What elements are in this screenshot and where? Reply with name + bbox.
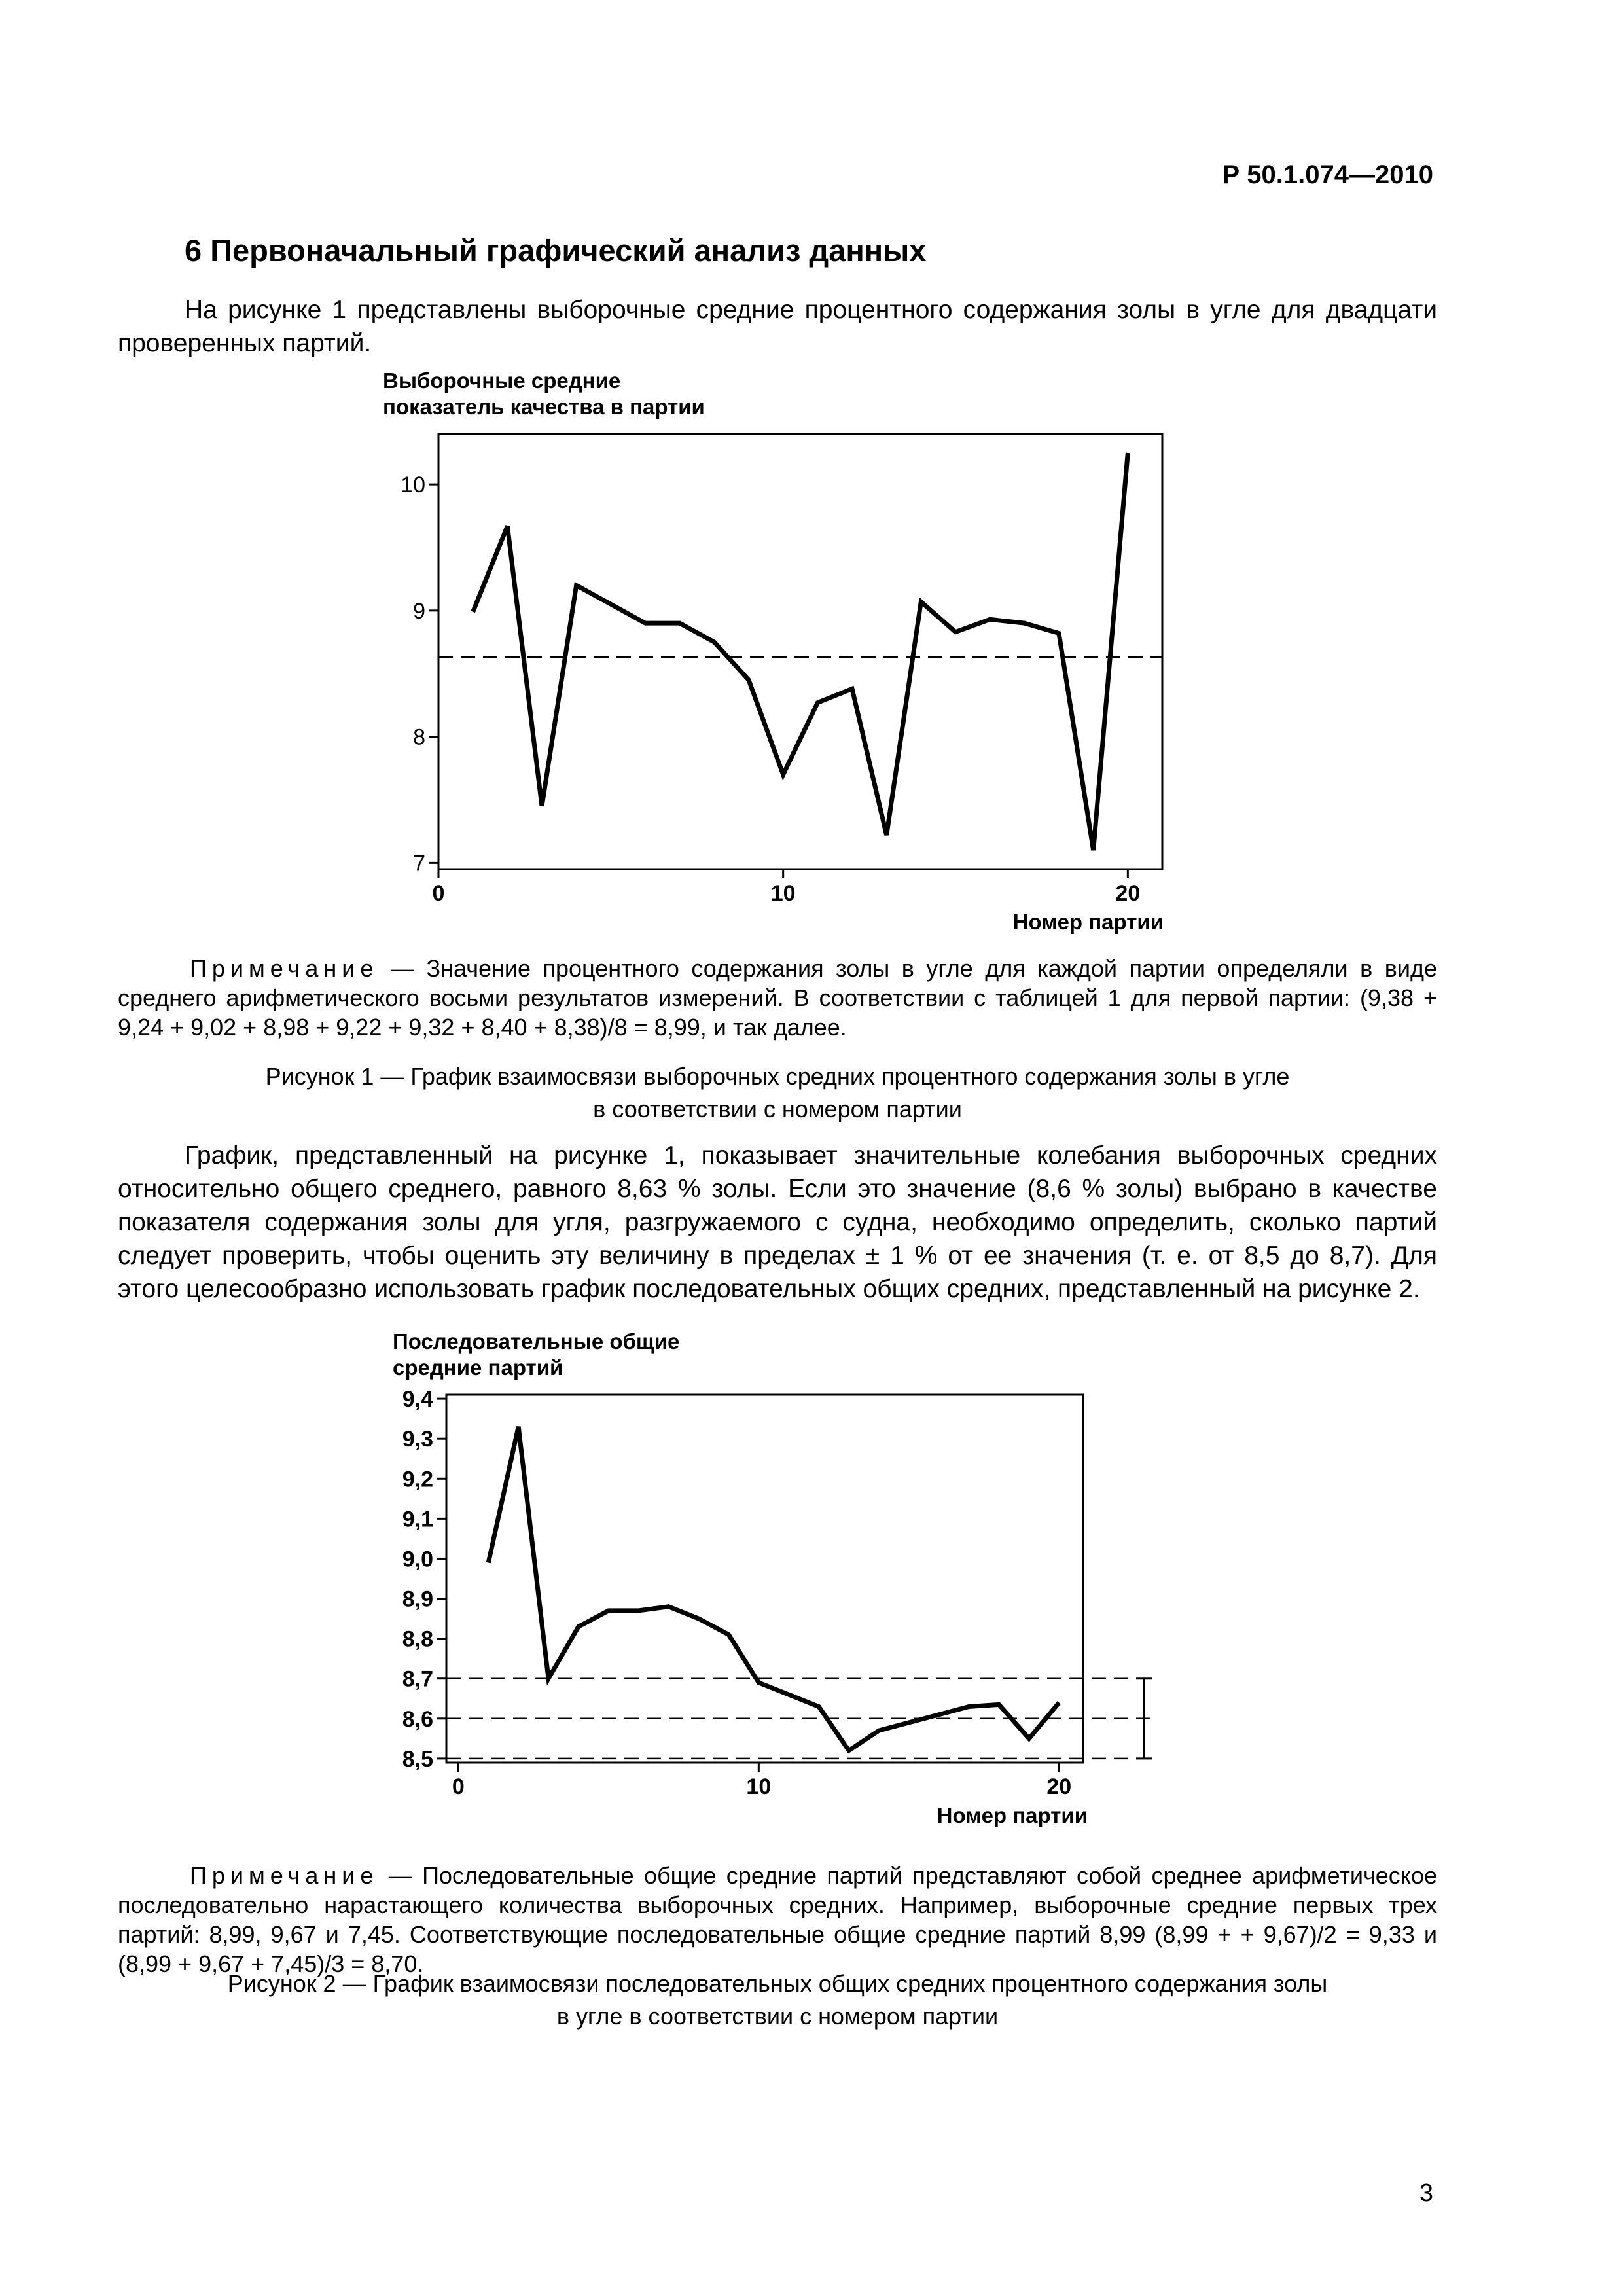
intro-text: На рисунке 1 представлены выборочные средние процентного содержания золы в угле для двадцати проверенных партий. bbox=[118, 296, 1437, 357]
x-axis-title: Номер партии bbox=[1012, 910, 1164, 934]
x-axis-title: Номер партии bbox=[936, 1803, 1088, 1827]
y-axis-title: показатель качества в партии bbox=[383, 395, 705, 419]
y-tick-label: 9,4 bbox=[402, 1387, 433, 1412]
y-tick-label: 8,9 bbox=[402, 1587, 433, 1612]
note-label: Примечание bbox=[190, 955, 379, 982]
y-tick-label: 9,1 bbox=[402, 1507, 433, 1532]
y-axis-title: Последовательные общие bbox=[393, 1329, 680, 1354]
figure-1-caption bbox=[118, 1060, 1437, 1126]
y-tick-label: 8,7 bbox=[402, 1666, 433, 1692]
figure-2-note bbox=[118, 1861, 1437, 1979]
plot-frame bbox=[438, 434, 1162, 869]
note-text: — Значение процентного содержания золы в угле для каждой партии определяли в виде среднего арифметического восьми результатов измерений. В соответствии с таблицей 1 для первой партии: (9,38 + 9,24 + 9,02 + 8,98 + 9,22 + 9,32 + 8,40 + 8,38)/8 = 8,99, и так далее. bbox=[118, 955, 1437, 1041]
y-tick-label: 8,8 bbox=[402, 1626, 433, 1652]
x-tick-label: 0 bbox=[432, 881, 445, 906]
series-line bbox=[488, 1427, 1059, 1751]
figure-1-note bbox=[118, 954, 1437, 1042]
note-label: Примечание bbox=[190, 1862, 379, 1889]
x-tick-label: 10 bbox=[746, 1774, 772, 1799]
body-text: График, представленный на рисунке 1, показывает значительные колебания выборочных средних относительно общего среднего, равного 8,63 % золы. Если это значение (8,6 % золы) выбрано в качестве показателя содержания золы для угля, разгружаемого с судна, необходимо определить, сколько партий следует проверить, чтобы оценить эту величину в пределах ± 1 % от ее значения (т. е. от 8,5 до 8,7). Для этого целесообразно использовать график последовательных общих средних, представленный на рисунке 2. bbox=[118, 1141, 1437, 1303]
caption-line-1: Рисунок 1 — График взаимосвязи выборочных средних процентного содержания золы в угле bbox=[265, 1063, 1290, 1090]
y-tick-label: 8 bbox=[413, 725, 425, 750]
note-text: — Последовательные общие средние партий представляют собой среднее арифметическое последовательно нарастающего количества выборочных средних. Например, выборочные средние первых трех партий: 8,99, 9,67 и 7,45. Соответствующие последовательные общие средние партий 8,99 (8,99 + + 9,67)/2 = 9,33 и (8,99 + 9,67 + 7,45)/3 = 8,70. bbox=[118, 1862, 1437, 1977]
series-line bbox=[473, 453, 1128, 850]
section-title: 6 Первоначальный графический анализ данных bbox=[185, 233, 927, 268]
body-paragraph bbox=[118, 1139, 1437, 1306]
y-tick-label: 10 bbox=[401, 473, 425, 498]
figure-2-caption bbox=[118, 1967, 1437, 2033]
caption-line-1: Рисунок 2 — График взаимосвязи последовательных общих средних процентного содержания золы bbox=[227, 1970, 1328, 1997]
y-tick-label: 9,2 bbox=[402, 1467, 433, 1492]
y-tick-label: 9,3 bbox=[402, 1427, 433, 1452]
y-tick-label: 8,5 bbox=[402, 1746, 433, 1772]
y-tick-label: 9 bbox=[413, 598, 425, 624]
y-tick-label: 7 bbox=[413, 851, 425, 876]
caption-line-2: в соответствии с номером партии bbox=[593, 1096, 962, 1122]
y-axis-title: средние партий bbox=[393, 1355, 563, 1380]
x-tick-label: 0 bbox=[452, 1774, 465, 1799]
x-tick-label: 10 bbox=[770, 881, 796, 906]
x-tick-label: 20 bbox=[1046, 1774, 1072, 1799]
page-number: 3 bbox=[1419, 2179, 1433, 2207]
y-axis-title: Выборочные средние bbox=[383, 368, 621, 393]
y-tick-label: 8,6 bbox=[402, 1706, 433, 1732]
x-tick-label: 20 bbox=[1115, 881, 1141, 906]
caption-line-2: в угле в соответствии с номером партии bbox=[556, 2003, 999, 2030]
y-tick-label: 9,0 bbox=[402, 1547, 433, 1572]
document-code: Р 50.1.074—2010 bbox=[1222, 160, 1433, 189]
